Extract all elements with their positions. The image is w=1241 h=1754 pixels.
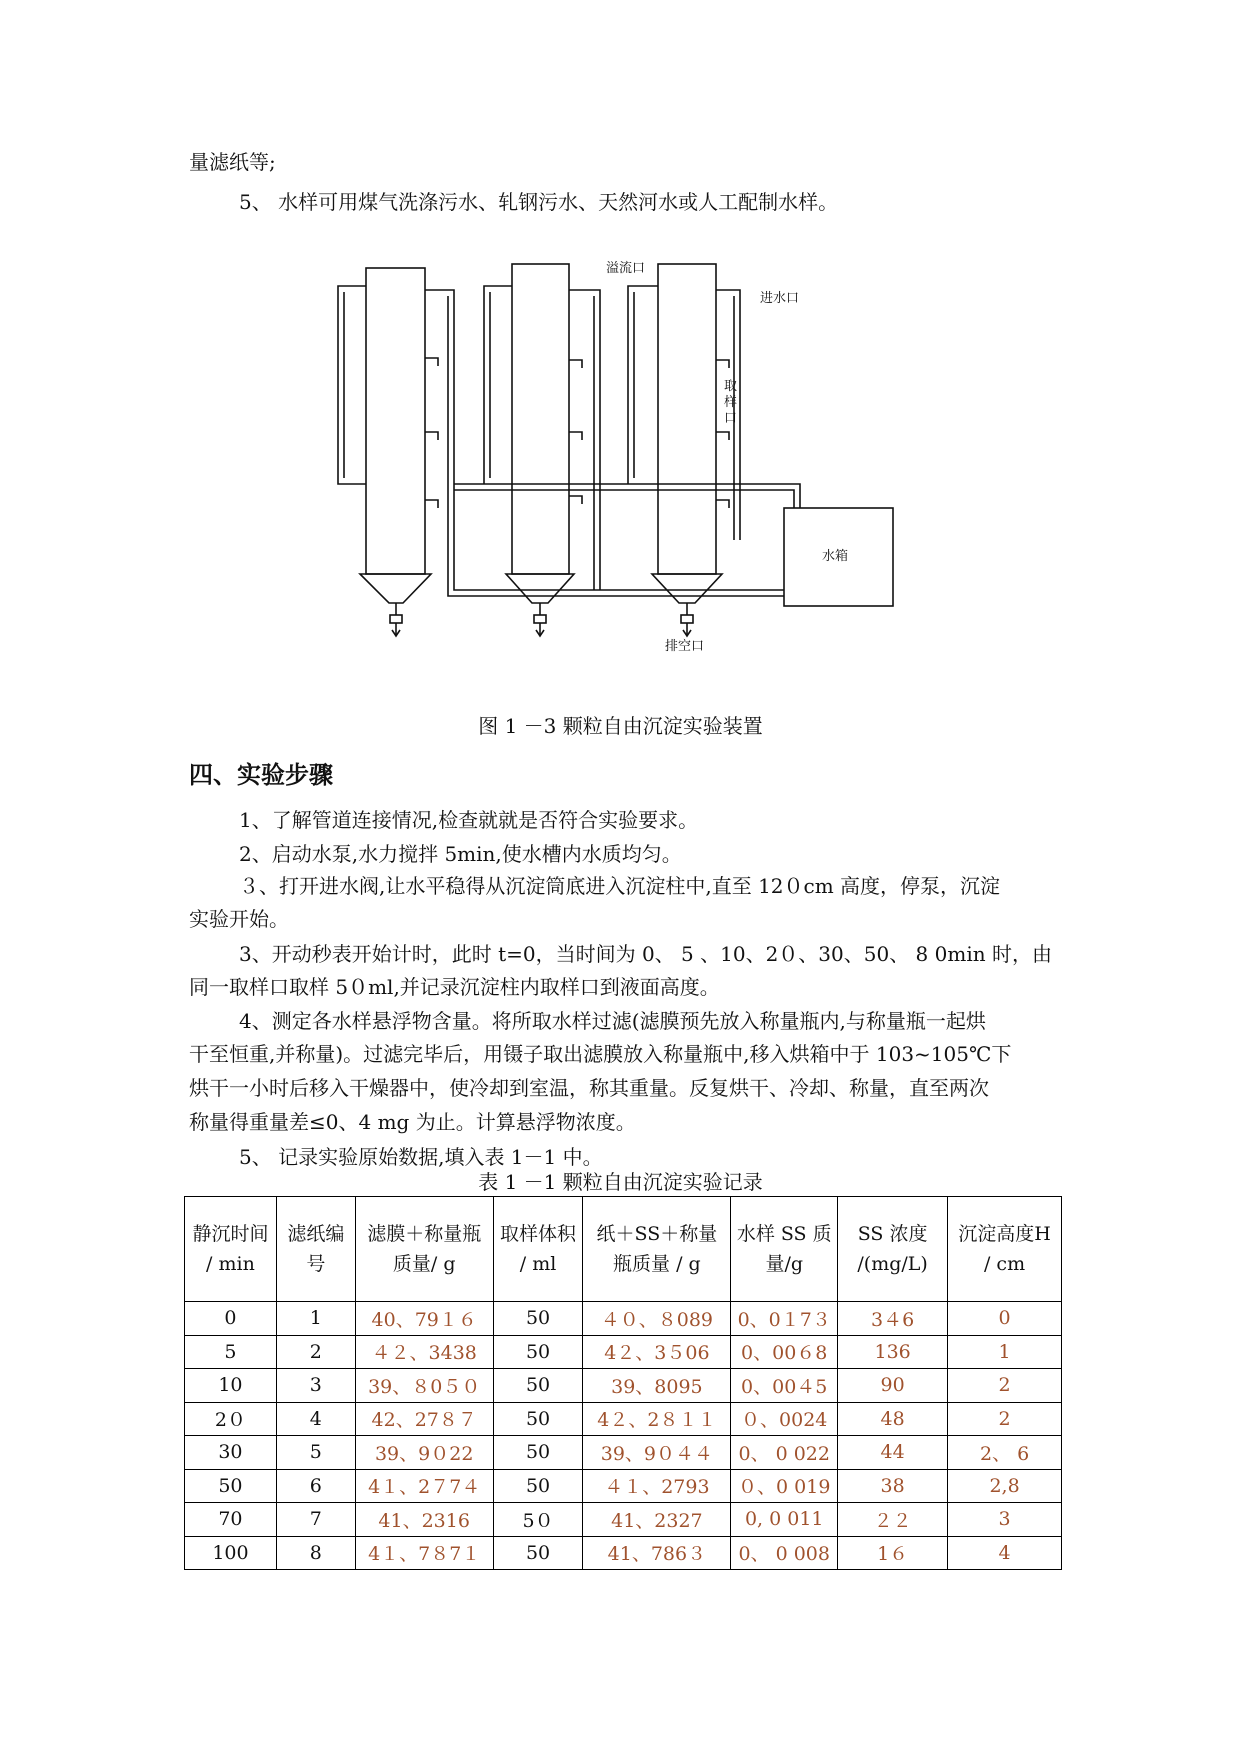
cell-volume: 50 bbox=[493, 1469, 583, 1503]
header-total-mass: 纸＋SS＋称量瓶质量 / g bbox=[583, 1197, 731, 1302]
tank-label: 水箱 bbox=[822, 549, 849, 564]
cell-ss-concentration: 1６ bbox=[838, 1536, 948, 1570]
cell-volume: 50 bbox=[493, 1369, 583, 1403]
section-heading: 四、实验步骤 bbox=[189, 761, 333, 789]
cell-membrane-mass: ４２、3438 bbox=[355, 1335, 493, 1369]
step-line: 实验开始。 bbox=[189, 907, 289, 931]
cell-filter-no: 8 bbox=[276, 1536, 355, 1570]
text-line: 5、 水样可用煤气洗涤污水、轧钢污水、天然河水或人工配制水样。 bbox=[239, 190, 839, 214]
step-line: 2、启动水泵,水力搅拌 5min,使水槽内水质均匀。 bbox=[239, 842, 682, 866]
cell-total-mass: ４１、2793 bbox=[583, 1469, 731, 1503]
header-sample-volume: 取样体积 / ml bbox=[493, 1197, 583, 1302]
cell-volume: 50 bbox=[493, 1436, 583, 1470]
cell-filter-no: 1 bbox=[276, 1302, 355, 1336]
text-line: 量滤纸等; bbox=[189, 150, 276, 174]
cell-ss-concentration: 136 bbox=[838, 1335, 948, 1369]
table-row bbox=[185, 1469, 1062, 1503]
cell-membrane-mass: 39、9０22 bbox=[355, 1436, 493, 1470]
step-line: 5、 记录实验原始数据,填入表 1－1 中。 bbox=[239, 1145, 603, 1169]
cell-height: 2、 6 bbox=[948, 1436, 1062, 1470]
cell-membrane-mass: 39、８0５０ bbox=[355, 1369, 493, 1403]
cell-total-mass: 4２、2８１１ bbox=[583, 1402, 731, 1436]
sampling-label-3: 口 bbox=[724, 411, 738, 426]
cell-ss-concentration: ２２ bbox=[838, 1503, 948, 1537]
cell-volume: 5０ bbox=[493, 1503, 583, 1537]
sedimentation-apparatus-diagram bbox=[300, 255, 920, 655]
cell-volume: 50 bbox=[493, 1335, 583, 1369]
cell-ss-concentration: 44 bbox=[838, 1436, 948, 1470]
cell-membrane-mass: 4１、7８7１ bbox=[355, 1536, 493, 1570]
sampling-label-1: 取 bbox=[724, 379, 738, 394]
cell-height: 1 bbox=[948, 1335, 1062, 1369]
header-membrane-mass: 滤膜＋称量瓶质量/ g bbox=[355, 1197, 493, 1302]
cell-height: 2 bbox=[948, 1369, 1062, 1403]
cell-time: 50 bbox=[185, 1469, 277, 1503]
cell-time: 100 bbox=[185, 1536, 277, 1570]
cell-ss-concentration: 90 bbox=[838, 1369, 948, 1403]
cell-ss-mass: 0、 0 022 bbox=[731, 1436, 838, 1470]
cell-height: 2,8 bbox=[948, 1469, 1062, 1503]
cell-membrane-mass: 40、79１６ bbox=[355, 1302, 493, 1336]
figure-caption: 图 1 －3 颗粒自由沉淀实验装置 bbox=[478, 714, 763, 738]
table-row bbox=[185, 1335, 1062, 1369]
table-caption: 表 1 －1 颗粒自由沉淀实验记录 bbox=[478, 1170, 763, 1194]
cell-ss-mass: 0、00４5 bbox=[731, 1369, 838, 1403]
cell-total-mass: 41、2327 bbox=[583, 1503, 731, 1537]
cell-height: 3 bbox=[948, 1503, 1062, 1537]
cell-total-mass: 41、786３ bbox=[583, 1536, 731, 1570]
cell-ss-mass: 0、00６8 bbox=[731, 1335, 838, 1369]
cell-volume: 50 bbox=[493, 1302, 583, 1336]
table-row bbox=[185, 1302, 1062, 1336]
cell-time: 5 bbox=[185, 1335, 277, 1369]
cell-membrane-mass: 41、2316 bbox=[355, 1503, 493, 1537]
cell-total-mass: 39、9０４４ bbox=[583, 1436, 731, 1470]
cell-time: 10 bbox=[185, 1369, 277, 1403]
cell-volume: 50 bbox=[493, 1536, 583, 1570]
cell-total-mass: 39、8095 bbox=[583, 1369, 731, 1403]
cell-time: 30 bbox=[185, 1436, 277, 1470]
cell-total-mass: 4２、3５06 bbox=[583, 1335, 731, 1369]
table-row bbox=[185, 1503, 1062, 1537]
table-header-row bbox=[185, 1197, 1062, 1302]
sedimentation-record-table bbox=[184, 1196, 1062, 1570]
header-filter-no: 滤纸编号 bbox=[276, 1197, 355, 1302]
cell-total-mass: ４０、８089 bbox=[583, 1302, 731, 1336]
table-row bbox=[185, 1402, 1062, 1436]
step-line: 同一取样口取样 5０ml,并记录沉淀柱内取样口到液面高度。 bbox=[189, 975, 720, 999]
cell-filter-no: 5 bbox=[276, 1436, 355, 1470]
cell-time: 0 bbox=[185, 1302, 277, 1336]
cell-height: 0 bbox=[948, 1302, 1062, 1336]
step-line: 3、开动秒表开始计时，此时 t=0，当时间为 0、 5 、10、2０、30、50、 8 0min 时，由 bbox=[239, 942, 1052, 966]
cell-filter-no: 4 bbox=[276, 1402, 355, 1436]
cell-ss-concentration: 48 bbox=[838, 1402, 948, 1436]
inlet-label: 进水口 bbox=[760, 291, 800, 306]
step-line: 干至恒重,并称量)。过滤完毕后，用镊子取出滤膜放入称量瓶中,移入烘箱中于 103~105℃下 bbox=[189, 1042, 1012, 1066]
header-time: 静沉时间 / min bbox=[185, 1197, 277, 1302]
cell-ss-concentration: 38 bbox=[838, 1469, 948, 1503]
cell-ss-mass: ０、0024 bbox=[731, 1402, 838, 1436]
cell-height: 4 bbox=[948, 1536, 1062, 1570]
header-ss-concentration: SS 浓度 /(mg/L) bbox=[838, 1197, 948, 1302]
cell-ss-mass: 0, 0 011 bbox=[731, 1503, 838, 1537]
cell-height: 2 bbox=[948, 1402, 1062, 1436]
cell-filter-no: 3 bbox=[276, 1369, 355, 1403]
sampling-label-2: 样 bbox=[724, 395, 738, 410]
cell-ss-mass: 0、 0 008 bbox=[731, 1536, 838, 1570]
step-line: ３、打开进水阀,让水平稳得从沉淀筒底进入沉淀柱中,直至 12０cm 高度，停泵，沉淀 bbox=[239, 874, 1001, 898]
step-line: 4、测定各水样悬浮物含量。将所取水样过滤(滤膜预先放入称量瓶内,与称量瓶一起烘 bbox=[239, 1009, 986, 1033]
table-row bbox=[185, 1436, 1062, 1470]
cell-filter-no: 6 bbox=[276, 1469, 355, 1503]
cell-filter-no: 7 bbox=[276, 1503, 355, 1537]
cell-membrane-mass: 42、27８７ bbox=[355, 1402, 493, 1436]
cell-ss-concentration: 3４6 bbox=[838, 1302, 948, 1336]
header-height: 沉淀高度H / cm bbox=[948, 1197, 1062, 1302]
drain-label: 排空口 bbox=[665, 639, 705, 654]
overflow-label: 溢流口 bbox=[606, 261, 646, 276]
cell-volume: 50 bbox=[493, 1402, 583, 1436]
table-row bbox=[185, 1369, 1062, 1403]
table-row bbox=[185, 1536, 1062, 1570]
cell-membrane-mass: 4１、2７7４ bbox=[355, 1469, 493, 1503]
header-ss-mass: 水样 SS 质量/g bbox=[731, 1197, 838, 1302]
step-line: 烘干一小时后移入干燥器中，使冷却到室温，称其重量。反复烘干、冷却、称量，直至两次 bbox=[189, 1076, 989, 1100]
step-line: 称量得重量差≤0、4 mg 为止。计算悬浮物浓度。 bbox=[189, 1110, 636, 1134]
cell-time: 70 bbox=[185, 1503, 277, 1537]
cell-ss-mass: ０、0 019 bbox=[731, 1469, 838, 1503]
cell-ss-mass: 0、0１7３ bbox=[731, 1302, 838, 1336]
cell-time: 2０ bbox=[185, 1402, 277, 1436]
step-line: 1、了解管道连接情况,检查就就是否符合实验要求。 bbox=[239, 808, 699, 832]
cell-filter-no: 2 bbox=[276, 1335, 355, 1369]
